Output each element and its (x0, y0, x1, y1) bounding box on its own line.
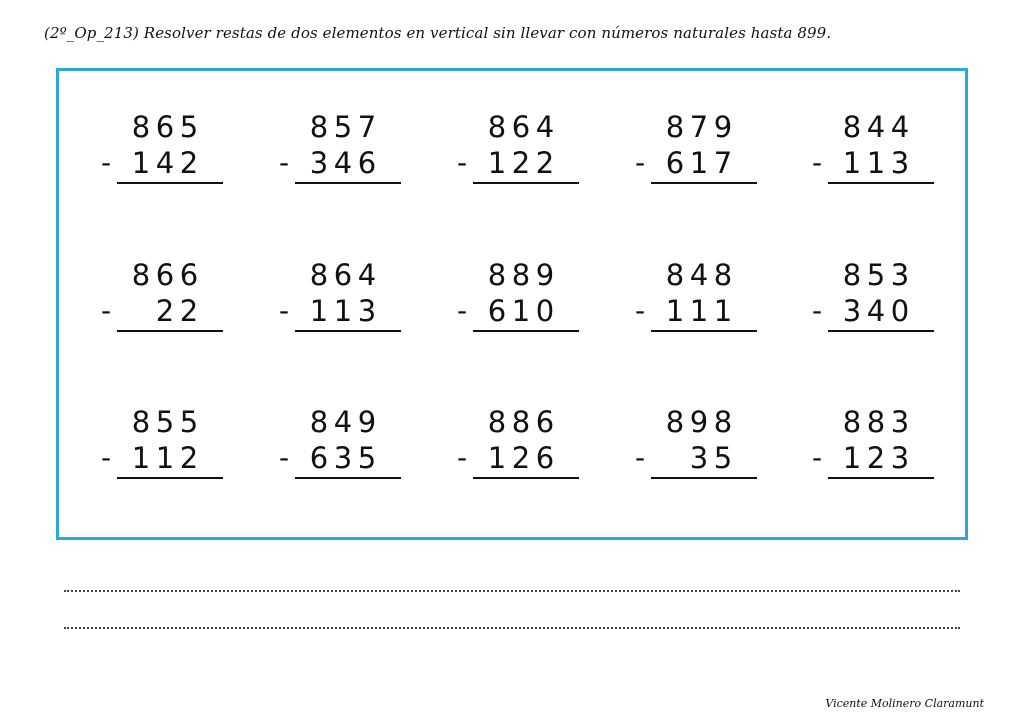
minuend-digit: 9 (689, 405, 709, 439)
subtrahend-digit: 3 (689, 441, 709, 475)
minuend-digit: 8 (842, 258, 862, 292)
subtraction-problem (99, 109, 229, 189)
minuend-digit: 7 (357, 110, 377, 144)
subtraction-problem (277, 109, 407, 189)
subtrahend-digit: 3 (842, 294, 862, 328)
subtrahend-digit: 3 (890, 441, 910, 475)
subtrahend-digit: 6 (309, 441, 329, 475)
subtrahend-digit: 0 (535, 294, 555, 328)
minus-sign: - (634, 146, 646, 179)
minus-sign: - (100, 294, 112, 327)
result-line (473, 330, 579, 332)
result-line (651, 182, 757, 184)
subtrahend-digit: 5 (357, 441, 377, 475)
result-line (117, 182, 223, 184)
minus-sign: - (456, 146, 468, 179)
result-line (295, 182, 401, 184)
minuend (99, 257, 229, 293)
minuend-digit: 8 (487, 110, 507, 144)
subtraction-problem (455, 257, 585, 337)
subtrahend-digit: 1 (131, 146, 151, 180)
subtrahend-digit: 0 (890, 294, 910, 328)
subtrahend-digit: 4 (155, 146, 175, 180)
subtrahend (810, 145, 940, 181)
minuend-digit: 9 (713, 110, 733, 144)
subtraction-problem (277, 257, 407, 337)
subtraction-problem (455, 404, 585, 484)
subtraction-problem (99, 404, 229, 484)
subtrahend (633, 440, 763, 476)
result-line (828, 330, 934, 332)
subtrahend (99, 440, 229, 476)
subtrahend (99, 293, 229, 329)
minuend (277, 257, 407, 293)
minus-sign: - (100, 146, 112, 179)
result-line (828, 182, 934, 184)
minuend-digit: 4 (866, 110, 886, 144)
subtrahend-digit: 7 (713, 146, 733, 180)
minus-sign: - (456, 294, 468, 327)
subtrahend-digit: 1 (511, 294, 531, 328)
result-line (117, 477, 223, 479)
minuend-digit: 6 (179, 258, 199, 292)
result-line (828, 477, 934, 479)
result-line (473, 182, 579, 184)
minus-sign: - (811, 294, 823, 327)
subtraction-problem (633, 404, 763, 484)
subtrahend-digit: 3 (357, 294, 377, 328)
minuend-digit: 5 (155, 405, 175, 439)
subtrahend-digit: 3 (890, 146, 910, 180)
minuend-digit: 5 (333, 110, 353, 144)
subtrahend (810, 293, 940, 329)
subtrahend-digit: 4 (866, 294, 886, 328)
subtrahend-digit: 1 (665, 294, 685, 328)
result-line (117, 330, 223, 332)
subtrahend-digit: 1 (713, 294, 733, 328)
minus-sign: - (634, 294, 646, 327)
minuend (277, 109, 407, 145)
minuend-digit: 8 (309, 258, 329, 292)
subtrahend-digit: 1 (689, 146, 709, 180)
minuend-digit: 4 (357, 258, 377, 292)
minuend-digit: 4 (535, 110, 555, 144)
subtrahend-digit: 2 (155, 294, 175, 328)
minus-sign: - (278, 146, 290, 179)
worksheet-title: (2º_Op_213) Resolver restas de dos elementos en vertical sin llevar con números naturales hasta 899. (44, 24, 832, 42)
subtrahend (277, 145, 407, 181)
minuend (810, 109, 940, 145)
minus-sign: - (634, 441, 646, 474)
minuend-digit: 8 (713, 405, 733, 439)
subtrahend-digit: 3 (309, 146, 329, 180)
minuend-digit: 8 (487, 258, 507, 292)
subtrahend-digit: 2 (179, 294, 199, 328)
minuend-digit: 9 (535, 258, 555, 292)
subtrahend (633, 293, 763, 329)
minuend-digit: 8 (842, 110, 862, 144)
subtrahend-digit: 2 (179, 441, 199, 475)
minuend-digit: 6 (155, 258, 175, 292)
minus-sign: - (456, 441, 468, 474)
minuend-digit: 8 (131, 405, 151, 439)
subtrahend-digit: 1 (333, 294, 353, 328)
minuend (99, 109, 229, 145)
minuend-digit: 8 (713, 258, 733, 292)
minuend-digit: 8 (511, 258, 531, 292)
minus-sign: - (811, 441, 823, 474)
subtrahend-digit: 4 (333, 146, 353, 180)
minuend-digit: 8 (665, 405, 685, 439)
subtrahend-digit: 2 (866, 441, 886, 475)
author-signature: Vicente Molinero Claramunt (825, 697, 984, 710)
subtrahend-digit: 1 (309, 294, 329, 328)
subtraction-problem (810, 404, 940, 484)
subtrahend-digit: 1 (131, 441, 151, 475)
subtrahend-digit: 5 (713, 441, 733, 475)
minuend (455, 404, 585, 440)
minuend (277, 404, 407, 440)
minuend-digit: 4 (333, 405, 353, 439)
subtrahend (810, 440, 940, 476)
subtrahend-digit: 6 (357, 146, 377, 180)
minus-sign: - (100, 441, 112, 474)
answer-line-1 (64, 590, 960, 592)
subtrahend-digit: 2 (179, 146, 199, 180)
minuend-digit: 4 (890, 110, 910, 144)
result-line (295, 330, 401, 332)
minuend (810, 404, 940, 440)
subtrahend (99, 145, 229, 181)
minuend-digit: 9 (357, 405, 377, 439)
subtrahend-digit: 1 (155, 441, 175, 475)
minus-sign: - (811, 146, 823, 179)
minuend-digit: 5 (179, 110, 199, 144)
subtraction-problem (633, 109, 763, 189)
minus-sign: - (278, 294, 290, 327)
subtrahend (455, 293, 585, 329)
subtraction-problem (99, 257, 229, 337)
subtrahend (633, 145, 763, 181)
subtrahend-digit: 6 (665, 146, 685, 180)
minuend (633, 257, 763, 293)
minuend (633, 109, 763, 145)
minuend (633, 404, 763, 440)
subtrahend-digit: 1 (487, 146, 507, 180)
result-line (295, 477, 401, 479)
minuend-digit: 8 (487, 405, 507, 439)
minus-sign: - (278, 441, 290, 474)
minuend-digit: 5 (866, 258, 886, 292)
minuend-digit: 8 (131, 110, 151, 144)
subtrahend-digit: 2 (511, 441, 531, 475)
minuend-digit: 3 (890, 405, 910, 439)
minuend-digit: 6 (155, 110, 175, 144)
subtrahend (455, 145, 585, 181)
subtrahend-digit: 1 (866, 146, 886, 180)
exercise-frame (56, 68, 968, 540)
minuend-digit: 8 (309, 405, 329, 439)
minuend-digit: 8 (665, 110, 685, 144)
minuend-digit: 7 (689, 110, 709, 144)
subtrahend (277, 440, 407, 476)
subtraction-problem (455, 109, 585, 189)
result-line (651, 330, 757, 332)
subtrahend-digit: 1 (487, 441, 507, 475)
minuend-digit: 4 (689, 258, 709, 292)
subtrahend-digit: 1 (842, 441, 862, 475)
minuend-digit: 3 (890, 258, 910, 292)
minuend-digit: 8 (131, 258, 151, 292)
subtrahend (455, 440, 585, 476)
minuend-digit: 5 (179, 405, 199, 439)
subtrahend-digit: 6 (535, 441, 555, 475)
subtraction-problem (633, 257, 763, 337)
subtraction-problem (277, 404, 407, 484)
minuend (810, 257, 940, 293)
minuend-digit: 6 (333, 258, 353, 292)
subtrahend-digit: 2 (511, 146, 531, 180)
minuend-digit: 6 (535, 405, 555, 439)
minuend-digit: 8 (309, 110, 329, 144)
subtrahend-digit: 3 (333, 441, 353, 475)
minuend-digit: 8 (866, 405, 886, 439)
minuend-digit: 8 (511, 405, 531, 439)
subtraction-problem (810, 109, 940, 189)
subtrahend-digit: 1 (842, 146, 862, 180)
minuend-digit: 8 (665, 258, 685, 292)
minuend-digit: 6 (511, 110, 531, 144)
subtrahend-digit: 2 (535, 146, 555, 180)
minuend (455, 257, 585, 293)
result-line (473, 477, 579, 479)
minuend-digit: 8 (842, 405, 862, 439)
subtraction-problem (810, 257, 940, 337)
minuend (99, 404, 229, 440)
answer-line-2 (64, 627, 960, 629)
subtrahend-digit: 1 (689, 294, 709, 328)
minuend (455, 109, 585, 145)
subtrahend (277, 293, 407, 329)
result-line (651, 477, 757, 479)
subtrahend-digit: 6 (487, 294, 507, 328)
